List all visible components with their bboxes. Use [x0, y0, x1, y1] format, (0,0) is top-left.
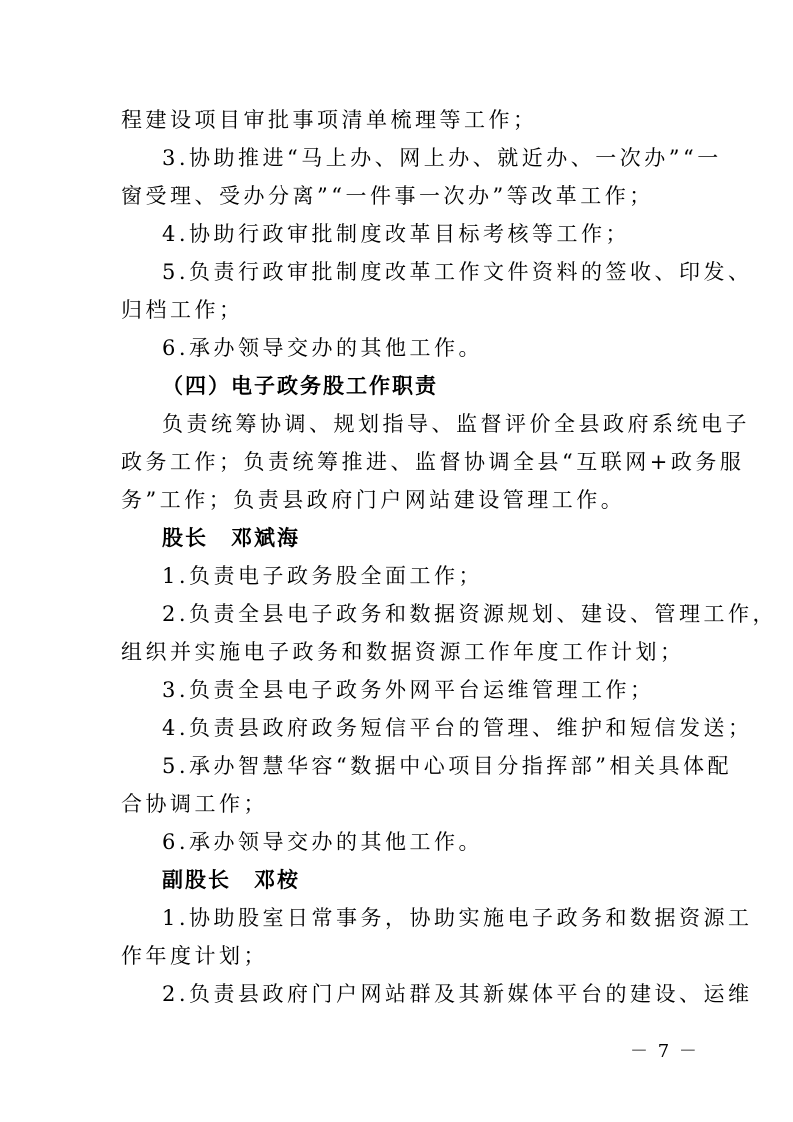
text-line: 6.承办领导交办的其他工作。 [162, 336, 484, 360]
text-line: 归档工作； [121, 298, 244, 322]
text-line: 1.协助股室日常事务，协助实施电子政务和数据资源工 [162, 906, 753, 930]
text-line: 2.负责县政府门户网站群及其新媒体平台的建设、运维 [162, 982, 753, 1006]
text-line: 政务工作；负责统筹推进、监督协调全县“互联网+政务服 [121, 450, 745, 474]
text-line: 作年度计划； [121, 944, 268, 968]
text-line: 窗受理、受办分离”“一件事一次办”等改革工作； [121, 184, 654, 208]
section-heading: （四）电子政务股工作职责 [162, 373, 438, 398]
text-line: 5.负责行政审批制度改革工作文件资料的签收、印发、 [162, 260, 753, 284]
text-line: 3.协助推进“马上办、网上办、就近办、一次办”“一 [162, 146, 722, 170]
text-line: 负责统筹协调、规划指导、监督评价全县政府系统电子 [162, 412, 750, 436]
text-line: 1.负责电子政务股全面工作； [162, 564, 484, 588]
text-line: 程建设项目审批事项清单梳理等工作； [121, 108, 538, 132]
page-number: － 7 － [630, 1041, 699, 1062]
text-line: 2.负责全县电子政务和数据资源规划、建设、管理工作， [162, 602, 778, 626]
role-heading: 副股长 邓桉 [162, 867, 300, 892]
text-line: 组织并实施电子政务和数据资源工作年度工作计划； [121, 640, 685, 664]
text-line: 4.协助行政审批制度改革目标考核等工作； [162, 222, 631, 246]
text-line: 务”工作；负责县政府门户网站建设管理工作。 [121, 488, 626, 512]
text-line: 3.负责全县电子政务外网平台运维管理工作； [162, 678, 655, 702]
text-line: 4.负责县政府政务短信平台的管理、维护和短信发送； [162, 716, 753, 740]
role-heading: 股长 邓斌海 [162, 525, 300, 550]
text-line: 合协调工作； [121, 792, 268, 816]
text-line: 5.承办智慧华容“数据中心项目分指挥部”相关具体配 [162, 754, 733, 778]
text-line: 6.承办领导交办的其他工作。 [162, 830, 484, 854]
